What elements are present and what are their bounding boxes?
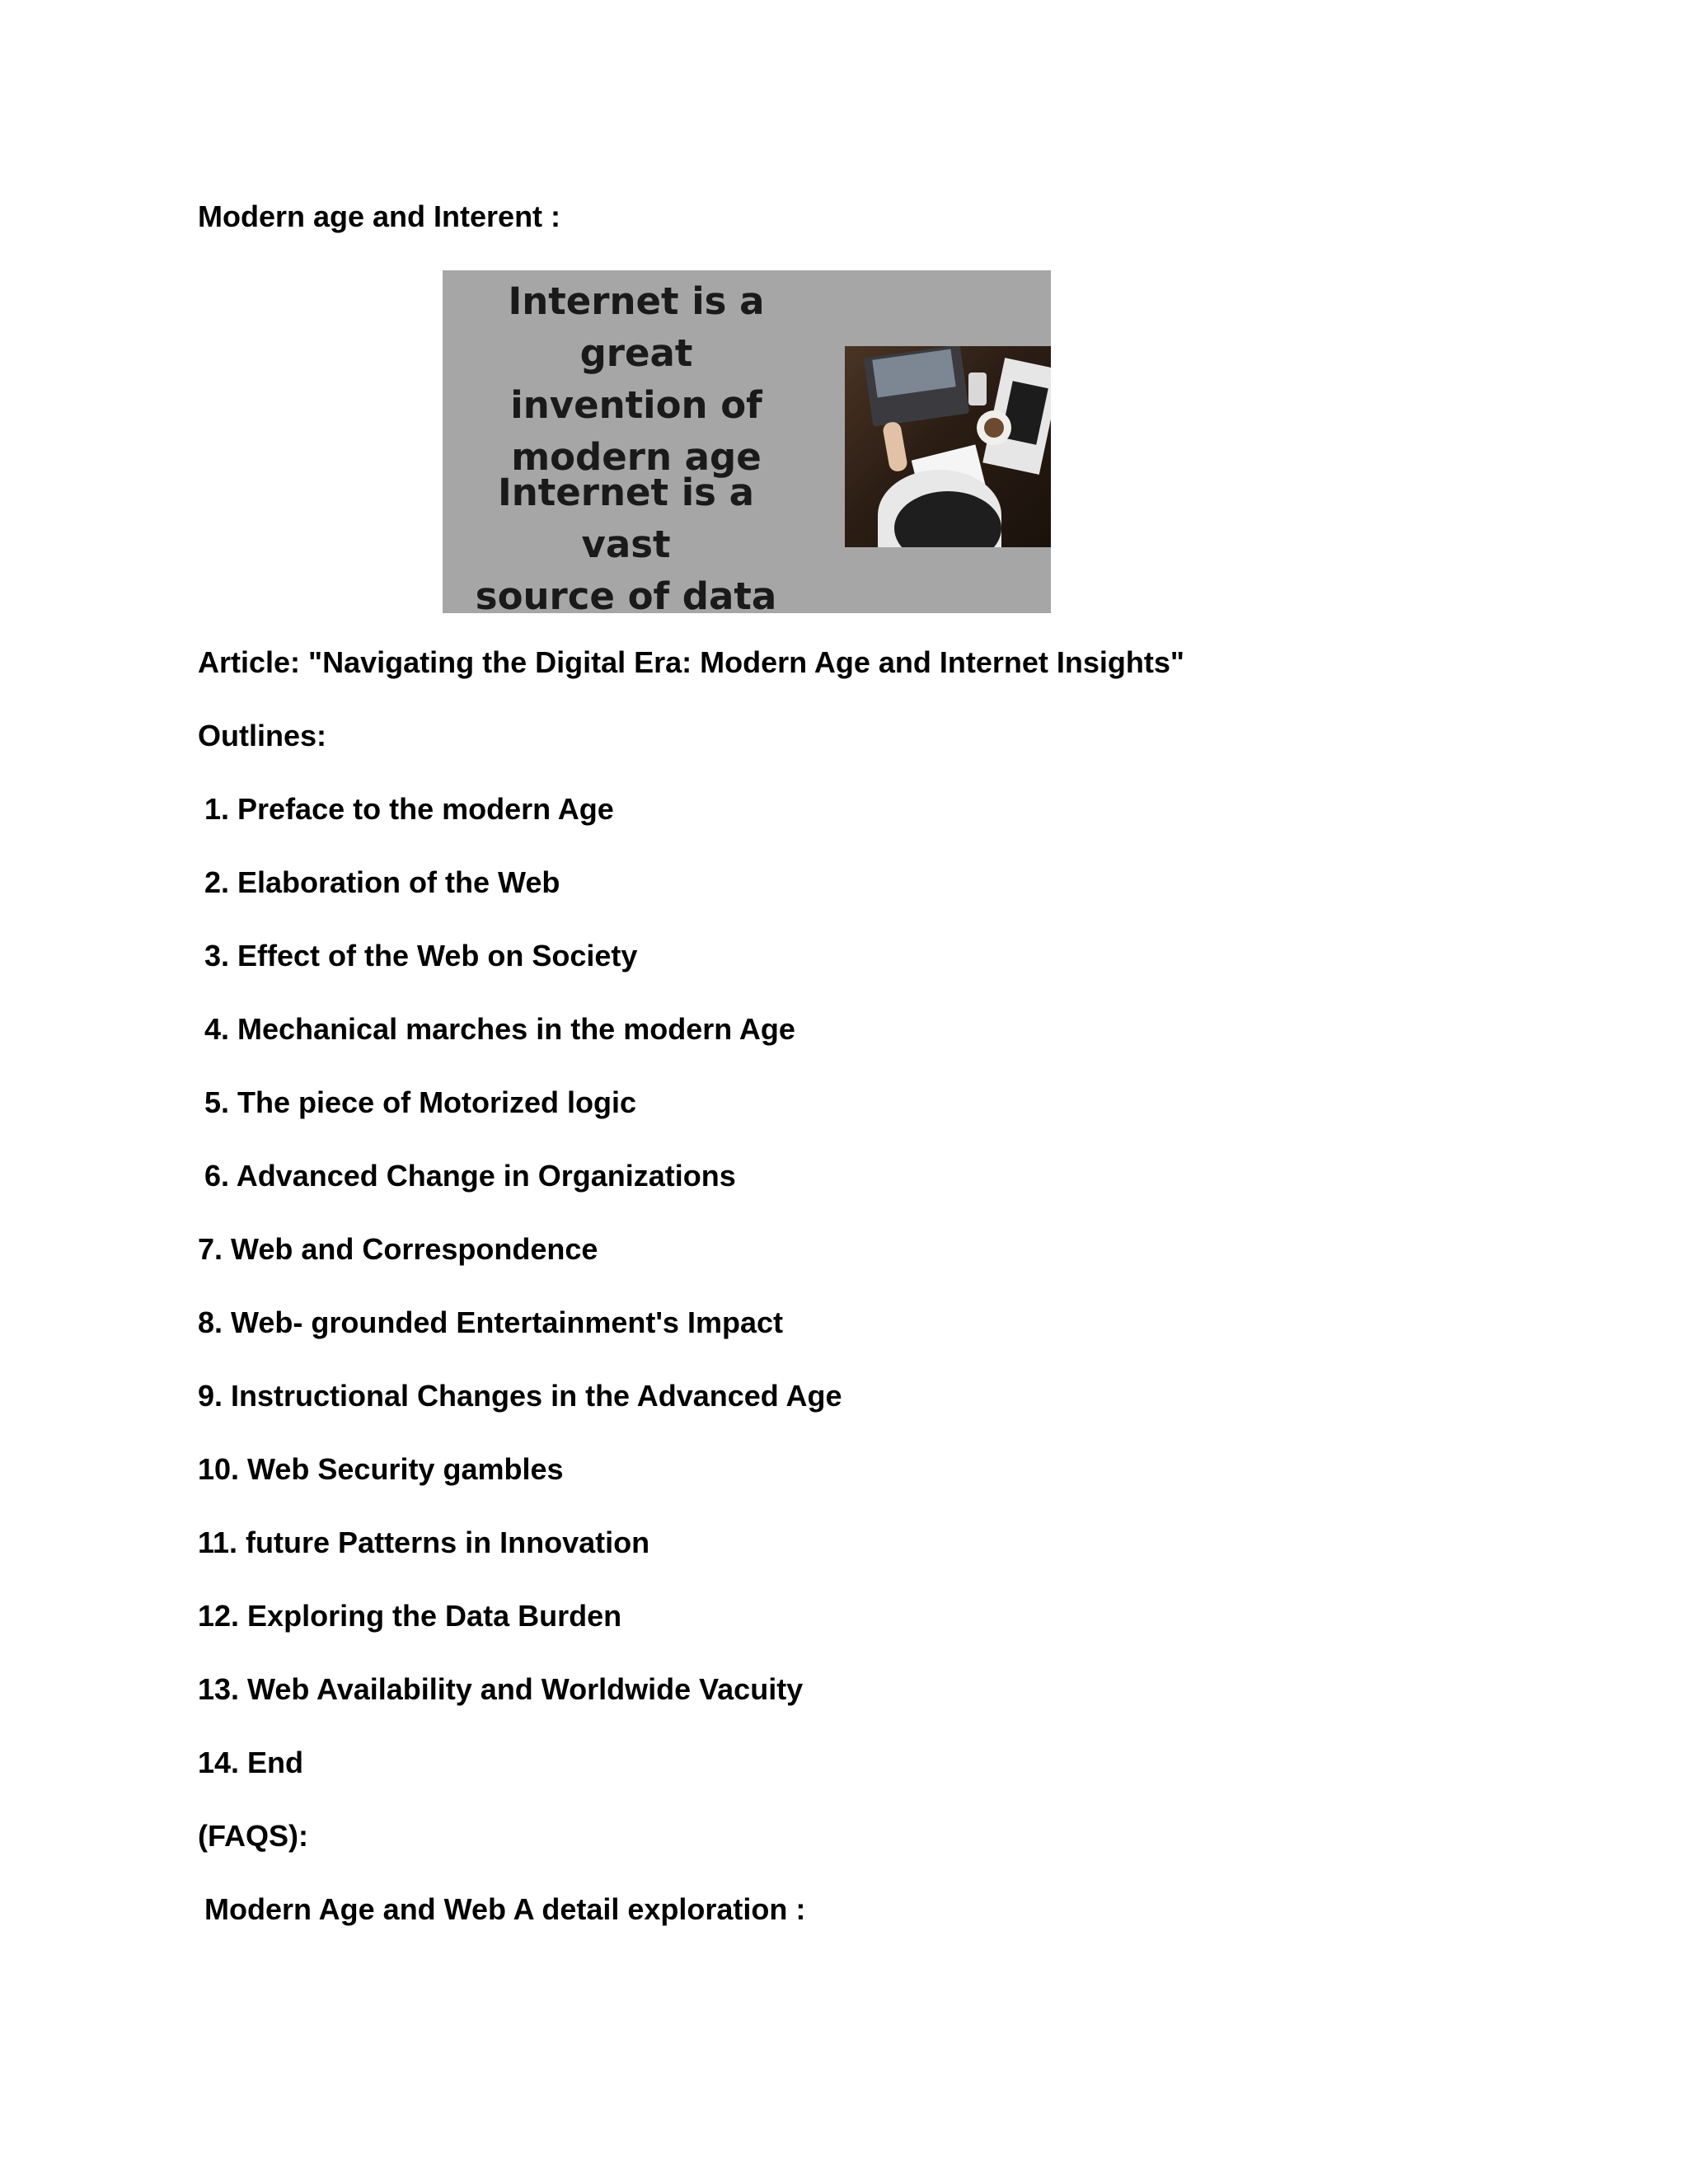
outline-item: 13. Web Availability and Worldwide Vacuity bbox=[198, 1672, 804, 1706]
outline-item: 2. Elaboration of the Web bbox=[204, 865, 560, 899]
outlines-label: Outlines: bbox=[198, 719, 327, 752]
faqs-label: (FAQS): bbox=[198, 1819, 308, 1853]
outline-item: 14. End bbox=[198, 1746, 304, 1779]
outline-item: 3. Effect of the Web on Society bbox=[204, 939, 638, 972]
exploration-heading: Modern Age and Web A detail exploration : bbox=[204, 1892, 806, 1926]
document-heading: Modern age and Interent : bbox=[198, 199, 561, 233]
outline-item: 7. Web and Correspondence bbox=[198, 1232, 598, 1266]
laptop-desk-photo bbox=[845, 346, 1051, 547]
outline-item: 9. Instructional Changes in the Advanced Age bbox=[198, 1379, 842, 1413]
outline-item: 5. The piece of Motorized logic bbox=[204, 1085, 637, 1119]
banner-image bbox=[443, 270, 1051, 613]
outline-item: 6. Advanced Change in Organizations bbox=[204, 1159, 736, 1193]
outline-item: 11. future Patterns in Innovation bbox=[198, 1526, 650, 1559]
outline-item: 12. Exploring the Data Burden bbox=[198, 1599, 622, 1633]
outline-item: 1. Preface to the modern Age bbox=[204, 792, 614, 826]
article-title: Article: "Navigating the Digital Era: Modern Age and Internet Insights" bbox=[198, 645, 1184, 679]
outline-item: 4. Mechanical marches in the modern Age bbox=[204, 1012, 795, 1046]
banner-text-data-source: Internet is a vast source of data bbox=[475, 471, 777, 613]
banner-text-invention: Internet is a great invention of modern age bbox=[508, 279, 765, 479]
outline-item: 8. Web- grounded Entertainment's Impact bbox=[198, 1305, 783, 1339]
outline-item: 10. Web Security gambles bbox=[198, 1452, 564, 1486]
